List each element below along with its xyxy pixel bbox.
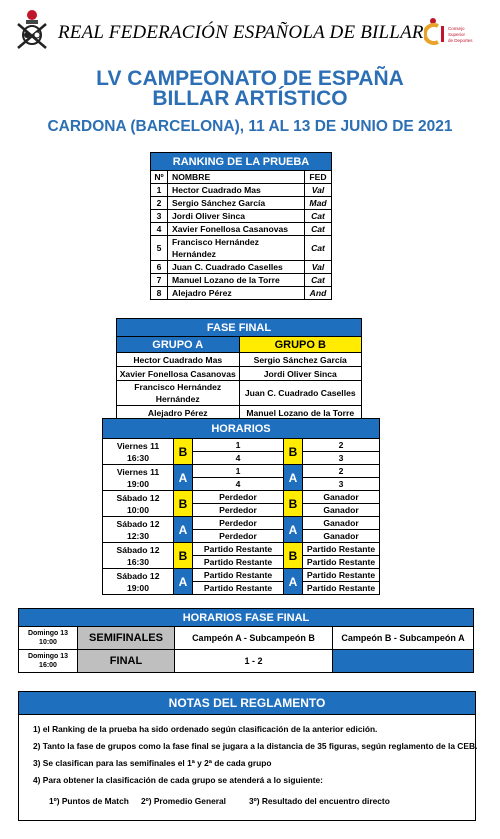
- player-name: Jordi Oliver Sinca: [168, 210, 305, 223]
- final-schedule-table: [18, 608, 474, 673]
- semifinal-match-1: Campeón A - Subcampeón B: [175, 627, 333, 650]
- match-2-line-2: Partido Restante: [303, 582, 380, 595]
- player-federation: Val: [305, 261, 332, 274]
- semifinal-row: [19, 627, 474, 650]
- match-1-line-2: Perdedor: [193, 504, 284, 517]
- match-1-line-2: 4: [193, 452, 284, 465]
- horarios-table: [102, 418, 380, 595]
- col-name-header: NOMBRE: [168, 171, 305, 184]
- schedule-slot: [103, 465, 380, 478]
- group-a-player: Hector Cuadrado Mas: [117, 353, 240, 367]
- notas-heading: NOTAS DEL REGLAMENTO: [19, 692, 475, 715]
- player-federation: Cat: [305, 223, 332, 236]
- player-name: Alejadro Pérez: [168, 287, 305, 300]
- match-1-line-2: Partido Restante: [193, 556, 284, 569]
- rank-number: 5: [151, 236, 168, 261]
- match-2-line-1: Partido Restante: [303, 543, 380, 556]
- player-name: Hector Cuadrado Mas: [168, 184, 305, 197]
- semifinal-label: SEMIFINALES: [78, 627, 175, 650]
- match-2-line-2: 3: [303, 478, 380, 491]
- match-2-line-2: Ganador: [303, 504, 380, 517]
- schedule-slot: [103, 439, 380, 452]
- federation-logo: [14, 8, 50, 52]
- rank-number: 7: [151, 274, 168, 287]
- notas-panel: [18, 691, 476, 821]
- match-1-line-1: 1: [193, 439, 284, 452]
- semifinal-time: 10:00: [39, 639, 57, 646]
- ranking-row: [151, 197, 332, 210]
- group-badge: A: [284, 465, 303, 491]
- group-badge: A: [284, 569, 303, 595]
- csd-logo: [424, 16, 484, 48]
- criterion-1: 1º) Puntos de Match: [49, 796, 129, 806]
- fase-final-heading: FASE FINAL: [117, 319, 362, 337]
- match-2-line-1: Ganador: [303, 491, 380, 504]
- ranking-header-row: [151, 171, 332, 184]
- rank-number: 1: [151, 184, 168, 197]
- player-federation: Cat: [305, 210, 332, 223]
- final-empty-cell: [333, 650, 474, 673]
- slot-datetime: [103, 569, 174, 595]
- venue-dates: CARDONA (BARCELONA), 11 AL 13 DE JUNIO DE 2021: [47, 118, 453, 135]
- player-federation: And: [305, 287, 332, 300]
- federation-name: REAL FEDERACIÓN ESPAÑOLA DE BILLAR: [58, 22, 424, 43]
- final-row: [19, 650, 474, 673]
- schedule-slot: [103, 517, 380, 530]
- rank-number: 3: [151, 210, 168, 223]
- group-b-player: Manuel Lozano de la Torre: [239, 406, 362, 420]
- group-b-player: Juan C. Cuadrado Caselles: [239, 381, 362, 406]
- match-1-line-1: Perdedor: [193, 491, 284, 504]
- player-name: Xavier Fonellosa Casanovas: [168, 223, 305, 236]
- group-b-header: GRUPO B: [239, 337, 362, 353]
- rank-number: 4: [151, 223, 168, 236]
- slot-day: Sábado 12: [116, 518, 160, 529]
- group-badge: B: [174, 543, 193, 569]
- match-1-line-1: 1: [193, 465, 284, 478]
- player-federation: Cat: [305, 274, 332, 287]
- match-2-line-2: Ganador: [303, 530, 380, 543]
- slot-day: Sábado 12: [116, 492, 160, 503]
- slot-datetime: [103, 517, 174, 543]
- ranking-row: [151, 287, 332, 300]
- group-badge: B: [284, 439, 303, 465]
- final-label: FINAL: [78, 650, 175, 673]
- slot-datetime: [103, 543, 174, 569]
- group-a-header: GRUPO A: [117, 337, 240, 353]
- slot-datetime: [103, 491, 174, 517]
- ranking-row: [151, 274, 332, 287]
- slot-time: 19:00: [127, 478, 149, 489]
- player-name: Juan C. Cuadrado Caselles: [168, 261, 305, 274]
- match-1-line-1: Partido Restante: [193, 543, 284, 556]
- championship-title: LV CAMPEONATO DE ESPAÑA: [96, 67, 404, 90]
- semifinal-match-2: Campeón B - Subcampeón A: [333, 627, 474, 650]
- horarios-heading: HORARIOS: [103, 419, 380, 439]
- schedule-slot: [103, 569, 380, 582]
- group-badge: A: [174, 569, 193, 595]
- nota-4: 4) Para obtener la clasificación de cada grupo se atenderá a lo siguiente:: [33, 775, 323, 785]
- group-badge: A: [284, 517, 303, 543]
- final-schedule-heading: HORARIOS FASE FINAL: [19, 609, 474, 627]
- slot-day: Sábado 12: [116, 570, 160, 581]
- match-2-line-1: Ganador: [303, 517, 380, 530]
- svg-text:Superior: Superior: [448, 32, 466, 37]
- group-a-player: Alejadro Pérez: [117, 406, 240, 420]
- group-badge: B: [284, 543, 303, 569]
- ranking-row: [151, 223, 332, 236]
- group-badge: B: [174, 491, 193, 517]
- criterion-2: 2º) Promedio General: [141, 796, 226, 806]
- nota-1: 1) el Ranking de la prueba ha sido ordenado según clasificación de la anterior edición.: [33, 724, 378, 734]
- slot-day: Viernes 11: [116, 466, 160, 477]
- slot-time: 10:00: [127, 504, 149, 515]
- match-2-line-2: Partido Restante: [303, 556, 380, 569]
- slot-datetime: [103, 439, 174, 465]
- ranking-table: [150, 152, 332, 300]
- player-name: Sergio Sánchez García: [168, 197, 305, 210]
- col-no-header: Nº: [151, 171, 168, 184]
- rank-number: 6: [151, 261, 168, 274]
- semifinal-day: Domingo 13: [27, 630, 69, 637]
- slot-time: 16:30: [127, 452, 149, 463]
- final-time: 16:00: [39, 662, 57, 669]
- group-a-player: Francisco Hernández Hernández: [117, 381, 240, 406]
- rank-number: 8: [151, 287, 168, 300]
- player-name: Manuel Lozano de la Torre: [168, 274, 305, 287]
- fase-final-table: [116, 318, 362, 420]
- group-a-player: Xavier Fonellosa Casanovas: [117, 367, 240, 381]
- rank-number: 2: [151, 197, 168, 210]
- player-federation: Mad: [305, 197, 332, 210]
- group-badge: B: [284, 491, 303, 517]
- slot-time: 12:30: [127, 530, 149, 541]
- group-b-player: Jordi Oliver Sinca: [239, 367, 362, 381]
- svg-text:de Deportes: de Deportes: [448, 38, 473, 43]
- slot-day: Viernes 11: [116, 440, 160, 451]
- match-2-line-1: Partido Restante: [303, 569, 380, 582]
- svg-text:Consejo: Consejo: [448, 26, 465, 31]
- ranking-row: [151, 184, 332, 197]
- player-federation: Val: [305, 184, 332, 197]
- nota-3: 3) Se clasifican para las semifinales el 1ª y 2ª de cada grupo: [33, 758, 272, 768]
- final-day: Domingo 13: [27, 653, 69, 660]
- match-1-line-2: Partido Restante: [193, 582, 284, 595]
- player-federation: Cat: [305, 236, 332, 261]
- group-b-player: Sergio Sánchez García: [239, 353, 362, 367]
- semifinal-datetime: [19, 627, 78, 650]
- match-1-line-1: Perdedor: [193, 517, 284, 530]
- match-2-line-1: 2: [303, 439, 380, 452]
- slot-datetime: [103, 465, 174, 491]
- group-row: [117, 353, 362, 367]
- schedule-slot: [103, 543, 380, 556]
- match-2-line-1: 2: [303, 465, 380, 478]
- col-fed-header: FED: [305, 171, 332, 184]
- slot-time: 16:30: [127, 556, 149, 567]
- ranking-row: [151, 261, 332, 274]
- group-badge: B: [174, 439, 193, 465]
- slot-day: Sábado 12: [116, 544, 160, 555]
- final-datetime: [19, 650, 78, 673]
- ranking-row: [151, 236, 332, 261]
- match-1-line-2: Perdedor: [193, 530, 284, 543]
- group-row: [117, 367, 362, 381]
- player-name: Francisco Hernández Hernández: [168, 236, 305, 261]
- final-match: 1 - 2: [175, 650, 333, 673]
- nota-2: 2) Tanto la fase de grupos como la fase final se jugara a la distancia de 35 figuras, según reglamento de la CEB.: [33, 741, 478, 751]
- group-badge: A: [174, 465, 193, 491]
- discipline-title: BILLAR ARTÍSTICO: [152, 87, 348, 110]
- match-2-line-2: 3: [303, 452, 380, 465]
- match-1-line-2: 4: [193, 478, 284, 491]
- schedule-slot: [103, 491, 380, 504]
- ranking-row: [151, 210, 332, 223]
- criterion-3: 3º) Resultado del encuentro directo: [249, 796, 390, 806]
- slot-time: 19:00: [127, 582, 149, 593]
- group-badge: A: [174, 517, 193, 543]
- match-1-line-1: Partido Restante: [193, 569, 284, 582]
- group-row: [117, 381, 362, 406]
- ranking-heading: RANKING DE LA PRUEBA: [151, 153, 332, 171]
